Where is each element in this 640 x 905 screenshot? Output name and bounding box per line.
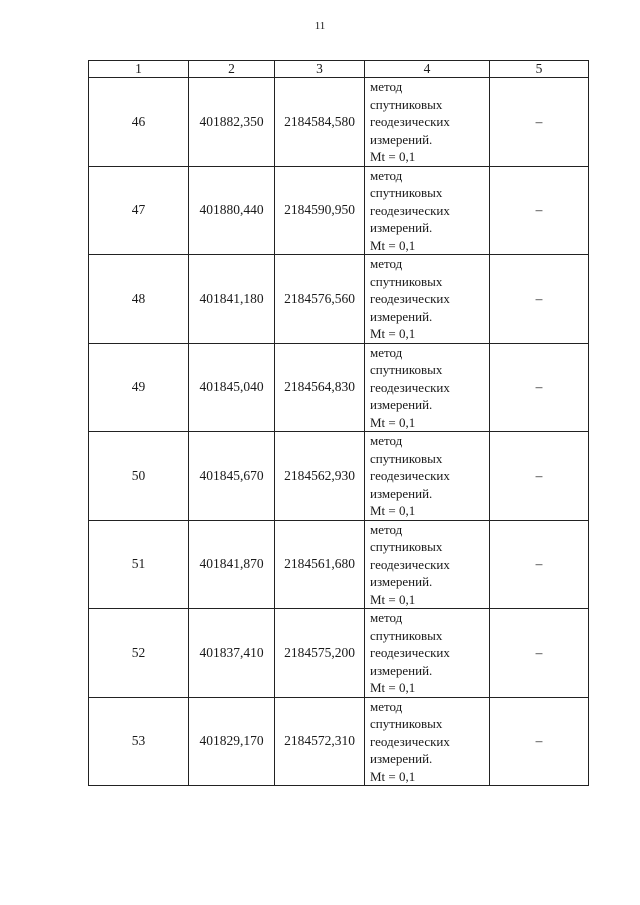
coordinates-table [88, 60, 589, 786]
method-line: метод [370, 698, 403, 714]
method-line: Mt = 0,1 [370, 768, 416, 784]
method-line: геодезических [370, 202, 450, 218]
x-coordinate-cell: 401882,350 [189, 78, 275, 167]
method-cell [365, 166, 490, 255]
column-header: 4 [365, 61, 490, 78]
method-line: Mt = 0,1 [370, 326, 416, 341]
method-line: метод [370, 521, 403, 537]
method-line: измерений. [370, 308, 433, 324]
method-line: измерений. [370, 131, 433, 147]
method-line: геодезических [370, 468, 450, 483]
method-line: метод [370, 344, 403, 360]
note-cell: – [490, 78, 589, 167]
method-cell [365, 255, 490, 344]
table-header-row [89, 61, 589, 78]
point-number-cell: 53 [89, 697, 189, 786]
y-coordinate-cell: 2184590,950 [275, 166, 365, 255]
point-number-cell: 52 [89, 609, 189, 698]
table-row [89, 166, 589, 255]
y-coordinate-cell: 2184584,580 [275, 78, 365, 167]
point-number-cell: 46 [89, 78, 189, 167]
method-line: геодезических [370, 733, 450, 749]
method-line: метод [370, 256, 403, 271]
method-line: метод [370, 79, 403, 94]
x-coordinate-cell: 401837,410 [189, 609, 275, 698]
column-header: 3 [275, 61, 365, 78]
method-line: измерений. [370, 485, 433, 501]
y-coordinate-cell: 2184562,930 [275, 432, 365, 521]
table-row [89, 697, 589, 786]
method-line: метод [370, 610, 403, 625]
method-line: Mt = 0,1 [370, 237, 416, 253]
coordinates-table-container [88, 60, 588, 786]
x-coordinate-cell: 401845,040 [189, 343, 275, 432]
method-cell [365, 609, 490, 698]
method-line: Mt = 0,1 [370, 149, 416, 164]
method-cell [365, 343, 490, 432]
method-cell [365, 697, 490, 786]
method-line: спутниковых [370, 362, 443, 377]
page-number: 11 [314, 20, 326, 32]
x-coordinate-cell: 401829,170 [189, 697, 275, 786]
method-cell [365, 520, 490, 609]
method-line: спутниковых [370, 716, 443, 731]
table-row [89, 520, 589, 609]
method-line: спутниковых [370, 450, 443, 466]
y-coordinate-cell: 2184564,830 [275, 343, 365, 432]
method-line: измерений. [370, 574, 433, 589]
note-cell: – [490, 166, 589, 255]
method-line: спутниковых [370, 539, 443, 554]
point-number-cell: 49 [89, 343, 189, 432]
method-line: Mt = 0,1 [370, 680, 416, 695]
column-header: 2 [189, 61, 275, 78]
column-header: 5 [490, 61, 589, 78]
y-coordinate-cell: 2184575,200 [275, 609, 365, 698]
column-header: 1 [89, 61, 189, 78]
table-body [89, 78, 589, 786]
method-line: Mt = 0,1 [370, 503, 416, 518]
method-line: спутниковых [370, 627, 443, 643]
x-coordinate-cell: 401880,440 [189, 166, 275, 255]
method-cell [365, 78, 490, 167]
method-line: спутниковых [370, 96, 443, 112]
method-line: измерений. [370, 662, 433, 678]
method-line: измерений. [370, 751, 433, 766]
method-line: Mt = 0,1 [370, 591, 416, 607]
method-line: геодезических [370, 114, 450, 129]
note-cell: – [490, 520, 589, 609]
method-line: геодезических [370, 379, 450, 395]
point-number-cell: 48 [89, 255, 189, 344]
note-cell: – [490, 697, 589, 786]
method-cell [365, 432, 490, 521]
note-cell: – [490, 255, 589, 344]
point-number-cell: 51 [89, 520, 189, 609]
note-cell: – [490, 432, 589, 521]
table-row [89, 609, 589, 698]
table-row [89, 343, 589, 432]
x-coordinate-cell: 401841,180 [189, 255, 275, 344]
point-number-cell: 50 [89, 432, 189, 521]
note-cell: – [490, 609, 589, 698]
y-coordinate-cell: 2184561,680 [275, 520, 365, 609]
method-line: спутниковых [370, 273, 443, 289]
method-line: метод [370, 167, 403, 183]
table-row [89, 255, 589, 344]
method-line: Mt = 0,1 [370, 414, 416, 430]
method-line: метод [370, 433, 403, 448]
method-line: спутниковых [370, 185, 443, 200]
y-coordinate-cell: 2184572,310 [275, 697, 365, 786]
x-coordinate-cell: 401845,670 [189, 432, 275, 521]
method-line: геодезических [370, 291, 450, 306]
note-cell: – [490, 343, 589, 432]
table-row [89, 78, 589, 167]
y-coordinate-cell: 2184576,560 [275, 255, 365, 344]
method-line: геодезических [370, 556, 450, 572]
method-line: измерений. [370, 397, 433, 412]
method-line: геодезических [370, 645, 450, 660]
table-row [89, 432, 589, 521]
point-number-cell: 47 [89, 166, 189, 255]
x-coordinate-cell: 401841,870 [189, 520, 275, 609]
method-line: измерений. [370, 220, 433, 235]
